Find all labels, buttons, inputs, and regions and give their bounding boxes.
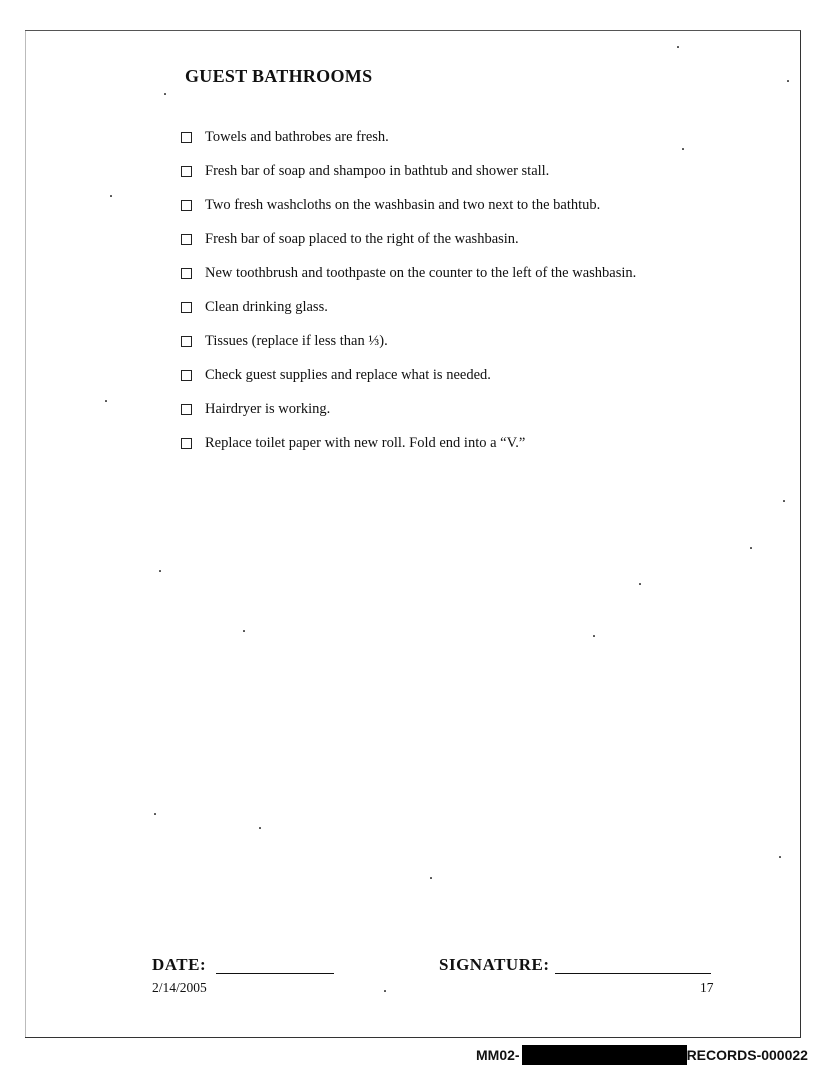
checklist-item [181, 196, 636, 230]
page-title: GUEST BATHROOMS [185, 66, 373, 86]
scan-speck [783, 500, 785, 502]
checkbox-icon[interactable] [181, 336, 192, 347]
signature-label: SIGNATURE: [439, 955, 550, 974]
checklist-item [181, 400, 636, 434]
checklist-item [181, 434, 636, 468]
checklist-item [181, 332, 636, 366]
page-number: 17 [700, 980, 714, 995]
scan-speck [750, 547, 752, 549]
scan-speck [593, 635, 595, 637]
scan-speck [430, 877, 432, 879]
checklist-item-text: Replace toilet paper with new roll. Fold end into a “V.” [205, 435, 526, 451]
scan-speck [677, 46, 679, 48]
checkbox-icon[interactable] [181, 132, 192, 143]
bates-suffix: RECORDS-000022 [686, 1047, 808, 1063]
checklist-item-text: Towels and bathrobes are fresh. [205, 129, 389, 145]
scan-speck [105, 400, 107, 402]
checklist-item-text: Clean drinking glass. [205, 299, 328, 315]
checklist-item [181, 298, 636, 332]
scan-speck [779, 856, 781, 858]
checkbox-icon[interactable] [181, 404, 192, 415]
scan-speck [787, 80, 789, 82]
checklist [181, 128, 636, 468]
checklist-item-text: Fresh bar of soap placed to the right of the washbasin. [205, 231, 519, 247]
checkbox-icon[interactable] [181, 234, 192, 245]
checklist-item [181, 264, 636, 298]
checkbox-icon[interactable] [181, 438, 192, 449]
checklist-item-text: Check guest supplies and replace what is needed. [205, 367, 491, 383]
footer-date: 2/14/2005 [152, 980, 207, 995]
checkbox-icon[interactable] [181, 166, 192, 177]
checklist-item [181, 366, 636, 400]
scan-speck [164, 93, 166, 95]
signature-field-line[interactable] [555, 973, 711, 974]
checkbox-icon[interactable] [181, 302, 192, 313]
checkbox-icon[interactable] [181, 370, 192, 381]
scan-speck [682, 148, 684, 150]
checklist-item-text: Fresh bar of soap and shampoo in bathtub and shower stall. [205, 163, 550, 179]
scan-speck [110, 195, 112, 197]
checklist-item-text: New toothbrush and toothpaste on the counter to the left of the washbasin. [205, 265, 637, 281]
checklist-item [181, 128, 636, 162]
checklist-item-text: Hairdryer is working. [205, 401, 331, 417]
scan-speck [159, 570, 161, 572]
scan-speck [243, 630, 245, 632]
checklist-item-text: Two fresh washcloths on the washbasin and two next to the bathtub. [205, 197, 601, 213]
scan-speck [259, 827, 261, 829]
checklist-item [181, 162, 636, 196]
scan-speck [154, 813, 156, 815]
checkbox-icon[interactable] [181, 200, 192, 211]
scan-speck [384, 990, 386, 992]
checklist-item-text: Tissues (replace if less than ⅓). [205, 333, 388, 349]
date-label: DATE: [152, 955, 207, 974]
checkbox-icon[interactable] [181, 268, 192, 279]
bates-prefix: MM02- [476, 1047, 520, 1063]
bates-number [476, 1045, 808, 1065]
redaction-bar [522, 1045, 687, 1065]
checklist-item [181, 230, 636, 264]
scan-speck [639, 583, 641, 585]
date-field-line[interactable] [216, 973, 334, 974]
